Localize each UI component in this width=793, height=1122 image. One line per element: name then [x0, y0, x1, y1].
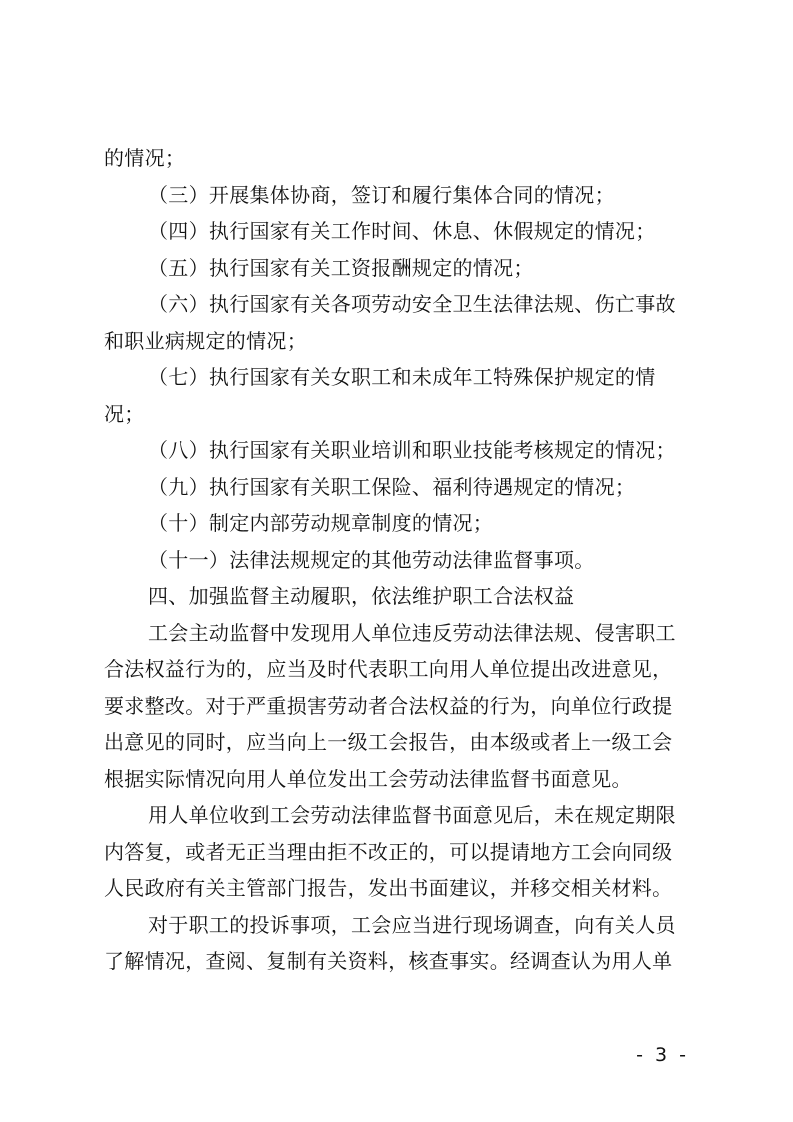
- section-heading: 四、加强监督主动履职，依法维护职工合法权益: [148, 584, 575, 608]
- text-line: （八）执行国家有关职业培训和职业技能考核规定的情况；: [148, 438, 676, 462]
- text-line: 人民政府有关主管部门报告，发出书面建议，并移交相关材料。: [104, 876, 673, 900]
- text-line: 根据实际情况向用人单位发出工会劳动法律监督书面意见。: [104, 766, 632, 791]
- text-line: 出意见的同时，应当向上一级工会报告，由本级或者上一级工会: [104, 730, 673, 754]
- text-line: （十）制定内部劳动规章制度的情况；: [148, 511, 494, 535]
- page-number: - 3 -: [636, 1044, 689, 1066]
- text-line: 况；: [104, 401, 145, 426]
- text-line: 了解情况，查阅、复制有关资料，核查事实。经调查认为用人单: [104, 949, 673, 973]
- text-line: （四）执行国家有关工作时间、休息、休假规定的情况；: [148, 219, 656, 243]
- text-line: （七）执行国家有关女职工和未成年工特殊保护规定的情: [148, 365, 656, 389]
- text-line: 和职业病规定的情况；: [104, 328, 307, 353]
- text-line: （六）执行国家有关各项劳动安全卫生法律法规、伤亡事故: [148, 292, 676, 316]
- text-line: 要求整改。对于严重损害劳动者合法权益的行为，向单位行政提: [104, 693, 673, 718]
- text-line: （九）执行国家有关职工保险、福利待遇规定的情况；: [148, 474, 636, 499]
- text-line: 合法权益行为的，应当及时代表职工向用人单位提出改进意见，: [104, 657, 673, 681]
- text-line: 工会主动监督中发现用人单位违反劳动法律法规、侵害职工: [148, 620, 676, 645]
- text-line: （三）开展集体协商，签订和履行集体合同的情况；: [148, 182, 615, 207]
- text-line: 用人单位收到工会劳动法律监督书面意见后，未在规定期限: [148, 803, 676, 827]
- text-line: 对于职工的投诉事项，工会应当进行现场调查，向有关人员: [148, 912, 676, 937]
- text-line: 的情况；: [104, 146, 186, 170]
- text-line: （十一）法律法规规定的其他劳动法律监督事项。: [148, 547, 595, 572]
- document-body: [104, 140, 694, 980]
- text-line: 内答复，或者无正当理由拒不改正的，可以提请地方工会向同级: [104, 839, 673, 864]
- text-line: （五）执行国家有关工资报酬规定的情况；: [148, 255, 534, 280]
